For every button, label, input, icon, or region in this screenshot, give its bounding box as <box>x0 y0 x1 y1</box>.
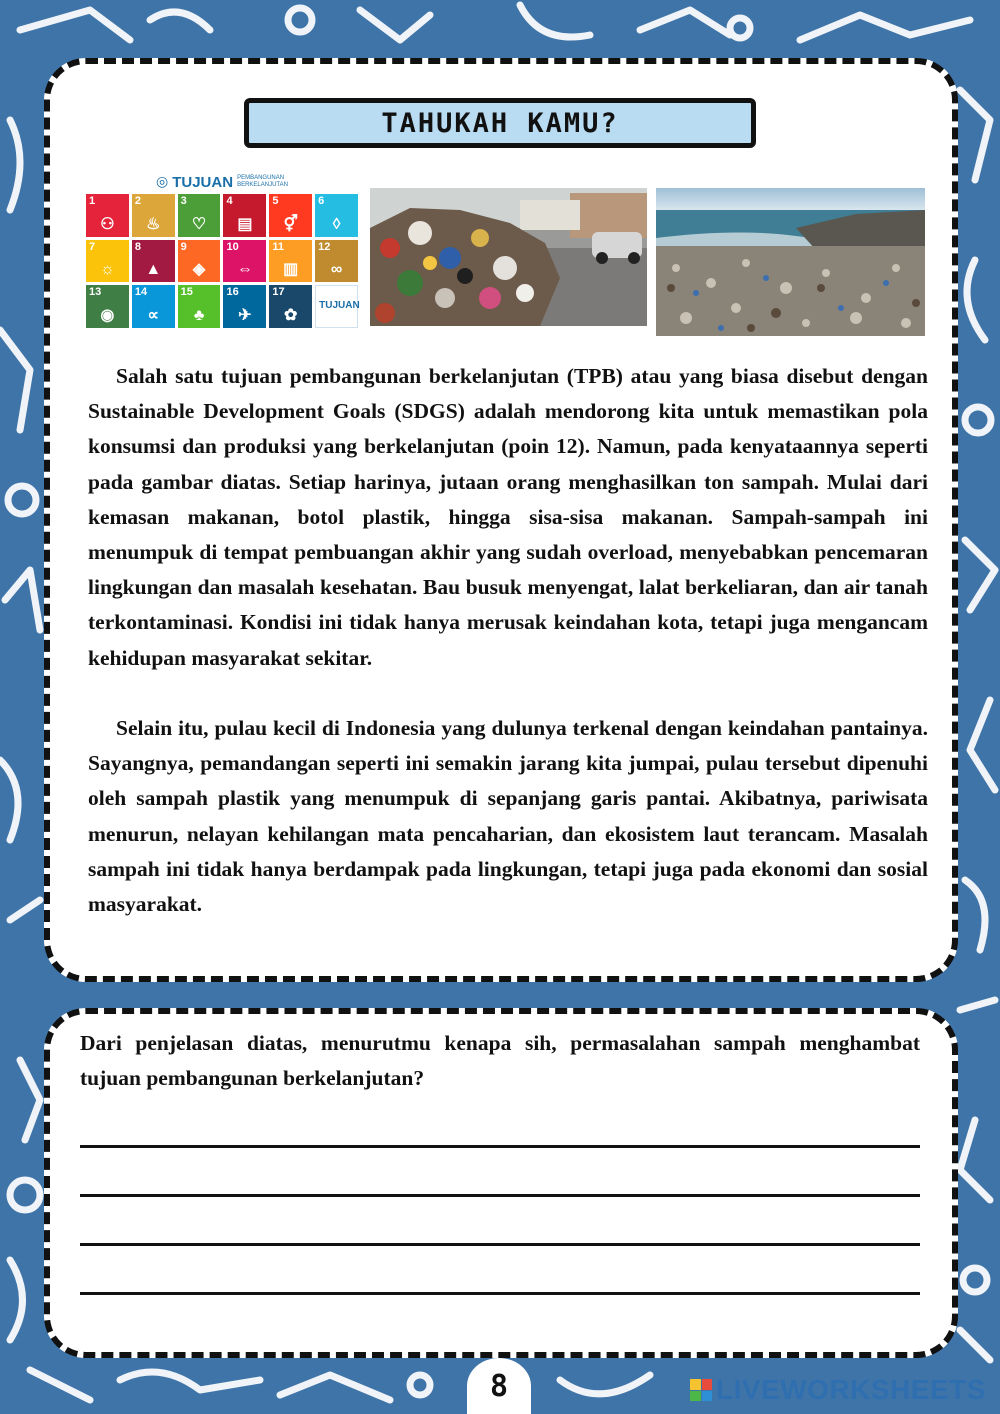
liveworksheets-logo-icon <box>690 1379 712 1401</box>
infinity-icon: ∞ <box>330 261 343 279</box>
flower-icon: ✿ <box>284 307 298 324</box>
sdg-tile-number: 7 <box>89 240 96 253</box>
gender-icon: ⚥ <box>283 215 298 233</box>
page-number: 8 <box>489 1368 509 1404</box>
sdg-tile-grid <box>86 194 358 328</box>
sdg-tile <box>315 194 358 237</box>
heartbeat-icon: ♡ <box>191 215 207 233</box>
sun-icon: ☼ <box>100 261 115 279</box>
sdg-tile-number: 2 <box>134 195 141 207</box>
sdg-tile <box>315 240 358 283</box>
sdg-tile <box>269 194 312 237</box>
paragraph-island-waste: Selain itu, pulau kecil di Indonesia yang dulunya terkenal dengan keindahan pantainya. Sayangnya, pemandangan seperti ini semakin jarang kita jumpai, pulau tersebut dipenuhi oleh sampah plastik yang menumpuk di sepanjang garis pantai. Akibatnya, pariwisata menurun, nelayan kehilangan mata pencaharian, dan ekosistem laut terancam. Masalah sampah ini tidak hanya berdampak pada lingkungan, tetapi juga pada ekonomi dan sosial masyarakat. <box>88 716 928 917</box>
sdg-tile-number: 10 <box>226 240 239 253</box>
sdg-tile <box>178 285 221 328</box>
sdg-tile <box>223 194 266 237</box>
bowl-icon: ♨ <box>146 215 161 233</box>
sdg-tile <box>223 240 266 283</box>
city-icon: ▥ <box>283 261 299 279</box>
sdg-tile-number: 17 <box>272 286 285 299</box>
trash-pile-photo <box>370 188 647 326</box>
polluted-beach-photo <box>656 188 925 336</box>
sdg-tile-number: 3 <box>180 195 187 207</box>
sdg-tile <box>223 285 266 328</box>
dove-icon: ✈ <box>238 307 252 324</box>
sdg-heading-main: TUJUAN <box>172 173 234 191</box>
sdg-tile-number: 4 <box>226 195 233 207</box>
answer-line-1[interactable] <box>80 1145 920 1148</box>
sdg-logo-word: TUJUAN <box>319 300 360 312</box>
answer-line-2[interactable] <box>80 1194 920 1197</box>
sdg-tile-number: 14 <box>134 286 148 299</box>
cubes-icon: ◈ <box>192 261 206 279</box>
brand-watermark <box>690 1372 986 1408</box>
page-title: TAHUKAH KAMU? <box>381 107 619 139</box>
question-prompt: Dari penjelasan diatas, menurutmu kenapa sih, permasalahan sampah menghambat tujuan pembangunan berkelanjutan? <box>80 1031 920 1090</box>
sdg-heading-sub: PEMBANGUNAN BERKELANJUTAN <box>237 175 288 188</box>
sdg-tile-number: 15 <box>180 286 193 299</box>
sdg-tile <box>86 240 129 283</box>
sdg-tile <box>269 240 312 283</box>
sdg-tile <box>132 240 175 283</box>
sdg-tile <box>178 240 221 283</box>
answer-line-4[interactable] <box>80 1292 920 1295</box>
fish-icon: ∝ <box>147 307 159 324</box>
sdg-tile-number: 8 <box>134 240 141 253</box>
sdg-tile-number: 1 <box>89 195 96 207</box>
sdg-tile-number: 16 <box>226 286 239 299</box>
sdg-logo-tile <box>315 285 358 328</box>
sdg-goals-image <box>86 174 358 328</box>
people-icon: ⚇ <box>100 215 115 233</box>
answer-line-3[interactable] <box>80 1243 920 1246</box>
equality-icon: ⇔ <box>236 261 253 279</box>
tree-icon: ♣ <box>193 307 205 324</box>
sdg-tile <box>86 194 129 237</box>
title-banner <box>244 98 756 148</box>
sdg-tile-number: 11 <box>272 240 284 253</box>
sdg-heading <box>156 174 291 190</box>
sdg-tile <box>269 285 312 328</box>
sdg-tile <box>86 285 129 328</box>
eye-icon: ◉ <box>100 307 115 324</box>
sdg-tile-number: 12 <box>318 240 331 253</box>
page-number-badge <box>467 1358 531 1414</box>
sdg-tile-number: 6 <box>318 195 325 207</box>
sdg-tile <box>178 194 221 237</box>
paragraph-sdg-waste: Salah satu tujuan pembangunan berkelanjutan (TPB) atau yang biasa disebut dengan Sustainable Development Goals (SDGS) adalah mendorong kita untuk memastikan pola konsumsi dan produksi yang berkelanjutan (poin 12). Namun, pada kenyataannya seperti pada gambar diatas. Setiap harinya, jutaan orang menghasilkan ton sampah. Mulai dari kemasan makanan, botol plastik, hingga sisa-sisa makanan. Sampah-sampah ini menumpuk di tempat pembuangan akhir yang sudah overload, menyebabkan pencemaran lingkungan dan masalah kesehatan. Bau busuk menyengat, lalat berkeliaran, dan air tanah terkontaminasi. Kondisi ini tidak hanya merusak keindahan kota, tetapi juga mengancam kehidupan masyarakat sekitar. <box>88 364 928 670</box>
sdg-tile-number: 5 <box>272 195 279 207</box>
water-icon: ◊ <box>332 215 341 233</box>
sdg-tile-number: 9 <box>180 240 187 253</box>
sdg-tile <box>132 285 175 328</box>
book-icon: ▤ <box>237 215 253 233</box>
growth-chart-icon: ▲ <box>145 261 162 279</box>
brand-name: LIVEWORKSHEETS <box>716 1374 986 1405</box>
sdg-tile <box>132 194 175 237</box>
un-emblem-icon: ◎ <box>156 174 169 190</box>
sdg-tile-number: 13 <box>89 286 102 299</box>
